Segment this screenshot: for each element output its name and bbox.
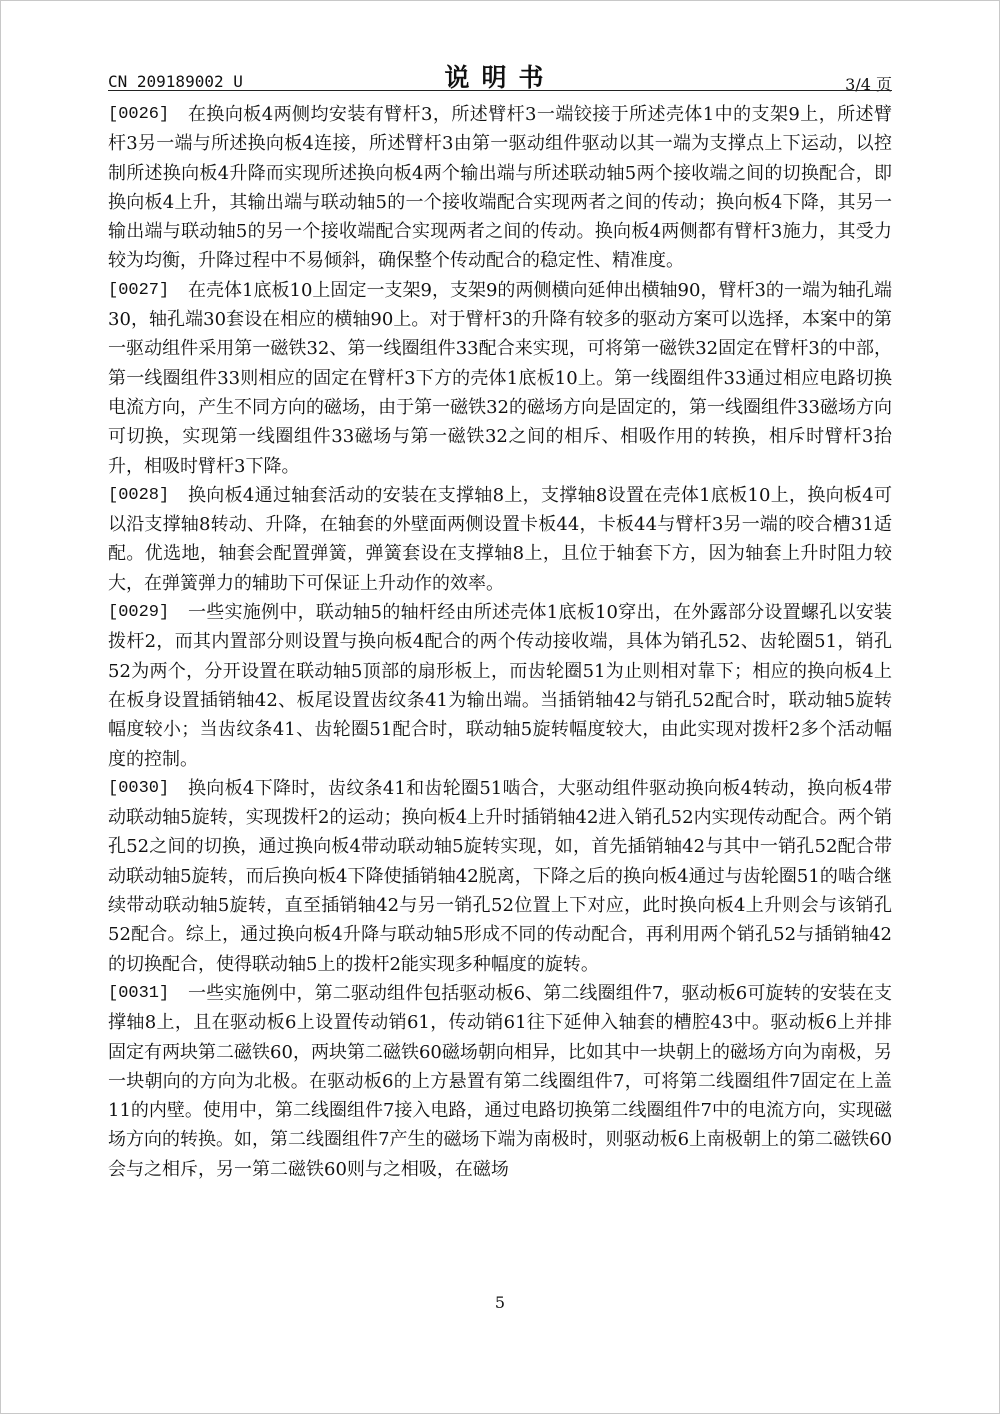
paragraph-0030 bbox=[108, 774, 892, 979]
paragraph-0027 bbox=[108, 276, 892, 481]
paragraph-text: 换向板4通过轴套活动的安装在支撑轴8上，支撑轴8设置在壳体1底板10上，换向板4可以沿支撑轴8转动、升降，在轴套的外壁面两侧设置卡板44，卡板44与臂杆3另一端的咬合槽31适配。优选地，轴套会配置弹簧，弹簧套设在支撑轴8上，且位于轴套下方，因为轴套上升时阻力较大，在弹簧弹力的辅助下可保证上升动作的效率。 bbox=[108, 484, 892, 594]
paragraph-text: 在换向板4两侧均安装有臂杆3，所述臂杆3一端铰接于所述壳体1中的支架9上，所述臂杆3另一端与所述换向板4连接，所述臂杆3由第一驱动组件驱动以其一端为支撑点上下运动，以控制所述换向板4升降而实现所述换向板4两个输出端与所述联动轴5两个接收端之间的切换配合，即换向板4上升，其输出端与联动轴5的一个接收端配合实现两者之间的传动；换向板4下降，其另一输出端与联动轴5的另一个接收端配合实现两者之间的传动。换向板4两侧都有臂杆3施力，其受力较为均衡，升降过程中不易倾斜，确保整个传动配合的稳定性、精准度。 bbox=[108, 104, 892, 272]
paragraph-0029 bbox=[108, 598, 892, 774]
patent-number: CN 209189002 U bbox=[108, 72, 243, 91]
paragraph-number: [0030] bbox=[108, 778, 170, 798]
paragraph-0028 bbox=[108, 481, 892, 598]
header-divider bbox=[108, 90, 892, 91]
paragraph-text: 换向板4下降时，齿纹条41和齿轮圈51啮合，大驱动组件驱动换向板4转动，换向板4带动联动轴5旋转，实现拨杆2的运动；换向板4上升时插销轴42进入销孔52内实现传动配合。两个销孔52之间的切换，通过换向板4带动联动轴5旋转实现，如，首先插销轴42与其中一销孔52配合带动联动轴5旋转，而后换向板4下降使插销轴42脱离，下降之后的换向板4通过与齿轮圈51的啮合继续带动联动轴5旋转，直至插销轴42与另一销孔52位置上下对应，此时换向板4上升则会与该销孔52配合。综上，通过换向板4升降与联动轴5形成不同的传动配合，再利用两个销孔52与插销轴42的切换配合，使得联动轴5上的拨杆2能实现多种幅度的旋转。 bbox=[108, 777, 892, 975]
paragraph-0026 bbox=[108, 100, 892, 276]
paragraph-number: [0031] bbox=[108, 983, 170, 1003]
paragraph-number: [0027] bbox=[108, 280, 170, 300]
page-number: 5 bbox=[494, 1293, 506, 1312]
paragraph-number: [0029] bbox=[108, 603, 170, 623]
paragraph-0031 bbox=[108, 979, 892, 1184]
paragraph-text: 一些实施例中，联动轴5的轴杆经由所述壳体1底板10穿出，在外露部分设置螺孔以安装拨杆2，而其内置部分则设置与换向板4配合的两个传动接收端，具体为销孔52、齿轮圈51，销孔52为两个，分开设置在联动轴5顶部的扇形板上，而齿轮圈51为止则相对靠下；相应的换向板4上在板身设置插销轴42、板尾设置齿纹条41为输出端。当插销轴42与销孔52配合时，联动轴5旋转幅度较小；当齿纹条41、齿轮圈51配合时，联动轴5旋转幅度较大，由此实现对拨杆2多个活动幅度的控制。 bbox=[108, 602, 892, 770]
paragraph-number: [0026] bbox=[108, 105, 170, 124]
paragraph-number: [0028] bbox=[108, 485, 170, 505]
paragraph-text: 一些实施例中，第二驱动组件包括驱动板6、第二线圈组件7，驱动板6可旋转的安装在支撑轴8上，且在驱动板6上设置传动销61，传动销61往下延伸入轴套的槽腔43中。驱动板6上并排固定有两块第二磁铁60，两块第二磁铁60磁场朝向相异，比如其中一块朝上的磁场方向为南极，另一块朝向的方向为北极。在驱动板6的上方悬置有第二线圈组件7，可将第二线圈组件7固定在上盖11的内壁。使用中，第二线圈组件7接入电路，通过电路切换第二线圈组件7中的电流方向，实现磁场方向的转换。如，第二线圈组件7产生的磁场下端为南极时，则驱动板6上南极朝上的第二磁铁60会与之相斥，另一第二磁铁60则与之相吸，在磁场 bbox=[108, 982, 892, 1180]
document-title: 说明书 bbox=[444, 63, 556, 92]
paragraph-text: 在壳体1底板10上固定一支架9，支架9的两侧横向延伸出横轴90，臂杆3的一端为轴孔端30，轴孔端30套设在相应的横轴90上。对于臂杆3的升降有较多的驱动方案可以选择，本案中的第一驱动组件采用第一磁铁32、第一线圈组件33配合来实现，可将第一磁铁32固定在臂杆3的中部，第一线圈组件33则相应的固定在臂杆3下方的壳体1底板10上。第一线圈组件33通过相应电路切换电流方向，产生不同方向的磁场，由于第一磁铁32的磁场方向是固定的，第一线圈组件33磁场方向可切换，实现第一线圈组件33磁场与第一磁铁32之间的相斥、相吸作用的转换，相斥时臂杆3抬升，相吸时臂杆3下降。 bbox=[108, 279, 892, 477]
page-count: 3/4 页 bbox=[845, 75, 892, 94]
document-body bbox=[108, 100, 892, 1184]
